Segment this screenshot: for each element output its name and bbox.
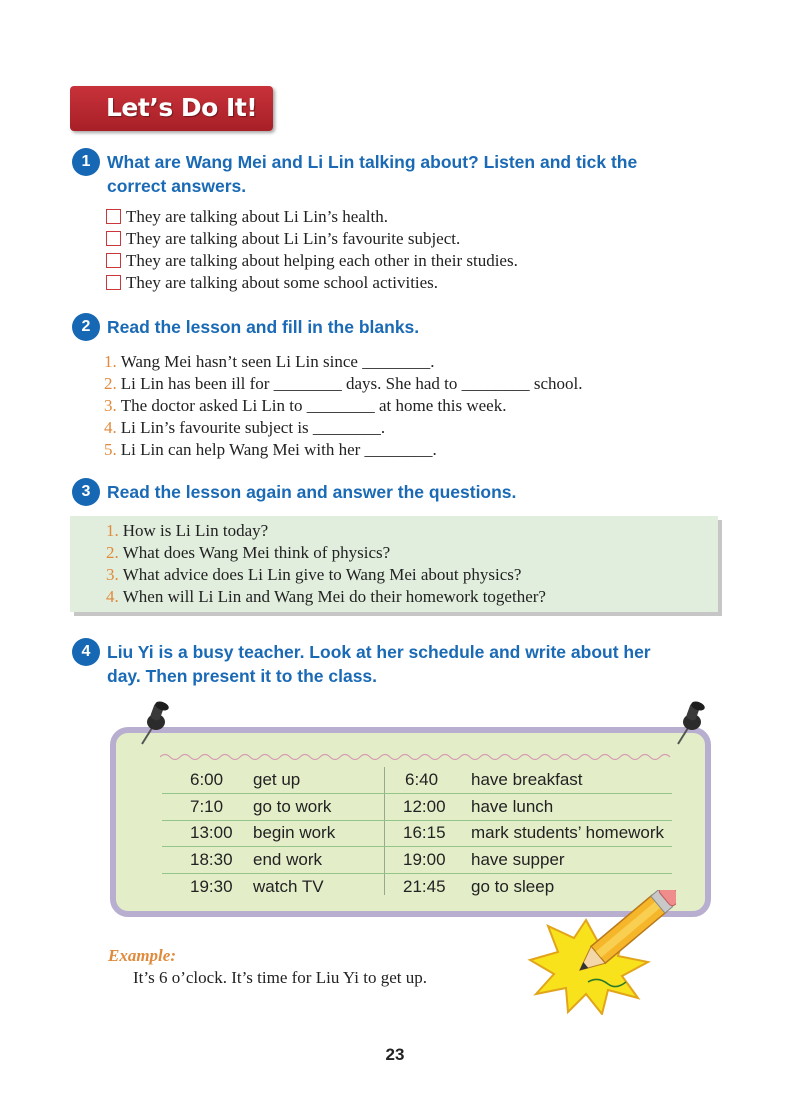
checkbox-icon[interactable] (106, 209, 121, 224)
row-divider (162, 873, 672, 874)
schedule-time: 16:15 (403, 823, 446, 842)
schedule-activity: go to sleep (471, 877, 555, 896)
fill-blank-item (104, 351, 434, 373)
starburst-pencil-illustration (526, 890, 676, 1015)
schedule-activity: have supper (471, 850, 565, 869)
section-1-number: 1 (72, 148, 100, 176)
section-1-instruction (107, 150, 637, 198)
schedule-activity: mark students’ homework (471, 823, 665, 842)
schedule-activity: go to work (253, 797, 332, 816)
item-text: Li Lin can help Wang Mei with her ________. (120, 440, 437, 459)
fill-blank-item (104, 395, 506, 417)
item-text: When will Li Lin and Wang Mei do their homework together? (122, 587, 546, 606)
checkbox-icon[interactable] (106, 231, 121, 246)
instruction-line: correct answers. (107, 176, 247, 196)
question-item (106, 564, 521, 586)
pushpin-icon (132, 700, 176, 748)
schedule-activity: watch TV (253, 877, 324, 896)
item-number: 3. (104, 396, 117, 415)
instruction-line: What are Wang Mei and Li Lin talking about? Listen and tick the (107, 152, 638, 172)
option-text: They are talking about Li Lin’s favourite subject. (126, 229, 461, 248)
schedule-time: 19:00 (403, 850, 446, 869)
option-text: They are talking about some school activities. (126, 273, 439, 292)
question-item (106, 520, 268, 542)
row-divider (162, 793, 672, 794)
schedule-time: 6:00 (190, 770, 224, 789)
answer-option[interactable] (106, 206, 388, 228)
item-number: 1. (106, 521, 119, 540)
schedule-time: 7:10 (190, 797, 224, 816)
answer-option[interactable] (106, 272, 438, 294)
item-text: What does Wang Mei think of physics? (122, 543, 391, 562)
row-divider (162, 820, 672, 821)
item-text: What advice does Li Lin give to Wang Mei about physics? (122, 565, 522, 584)
item-number: 4. (104, 418, 117, 437)
section-2-number: 2 (72, 313, 100, 341)
instruction-line: day. Then present it to the class. (107, 666, 378, 686)
section-banner (70, 86, 273, 131)
schedule-time: 21:45 (403, 877, 446, 896)
checkbox-icon[interactable] (106, 275, 121, 290)
item-number: 4. (106, 587, 119, 606)
answer-option[interactable] (106, 250, 518, 272)
pushpin-icon (668, 700, 712, 748)
option-text: They are talking about Li Lin’s health. (126, 207, 389, 226)
example-text: It’s 6 o’clock. It’s time for Liu Yi to get up. (133, 968, 427, 987)
question-item (106, 542, 390, 564)
banner-title: Let’s Do It! (106, 93, 258, 122)
schedule-time: 19:30 (190, 877, 233, 896)
schedule-activity: get up (253, 770, 301, 789)
wavy-divider (160, 752, 680, 762)
section-3-instruction: Read the lesson again and answer the questions. (107, 482, 517, 502)
schedule-activity: begin work (253, 823, 336, 842)
row-divider (162, 846, 672, 847)
fill-blank-item (104, 439, 437, 461)
schedule-time: 12:00 (403, 797, 446, 816)
item-text: Li Lin has been ill for ________ days. She had to ________ school. (120, 374, 583, 393)
schedule-activity: end work (253, 850, 322, 869)
section-4-instruction (107, 640, 651, 688)
item-text: Li Lin’s favourite subject is ________. (120, 418, 386, 437)
question-item (106, 586, 546, 608)
schedule-time: 18:30 (190, 850, 233, 869)
page-number: 23 (385, 1045, 405, 1064)
item-number: 5. (104, 440, 117, 459)
item-number: 2. (104, 374, 117, 393)
example-label: Example: (108, 946, 176, 965)
item-number: 2. (106, 543, 119, 562)
instruction-line: Liu Yi is a busy teacher. Look at her schedule and write about her (107, 642, 651, 662)
item-text: The doctor asked Li Lin to ________ at home this week. (120, 396, 507, 415)
schedule-activity: have lunch (471, 797, 554, 816)
schedule-time: 13:00 (190, 823, 233, 842)
section-3-number: 3 (72, 478, 100, 506)
item-text: Wang Mei hasn’t seen Li Lin since ________. (120, 352, 435, 371)
schedule-activity: have breakfast (471, 770, 583, 789)
schedule-time: 6:40 (405, 770, 439, 789)
fill-blank-item (104, 373, 583, 395)
fill-blank-item (104, 417, 385, 439)
checkbox-icon[interactable] (106, 253, 121, 268)
section-4-number: 4 (72, 638, 100, 666)
item-number: 3. (106, 565, 119, 584)
column-divider (384, 767, 385, 895)
item-text: How is Li Lin today? (122, 521, 269, 540)
item-number: 1. (104, 352, 117, 371)
answer-option[interactable] (106, 228, 460, 250)
section-2-instruction: Read the lesson and fill in the blanks. (107, 317, 420, 337)
option-text: They are talking about helping each other in their studies. (126, 251, 518, 270)
